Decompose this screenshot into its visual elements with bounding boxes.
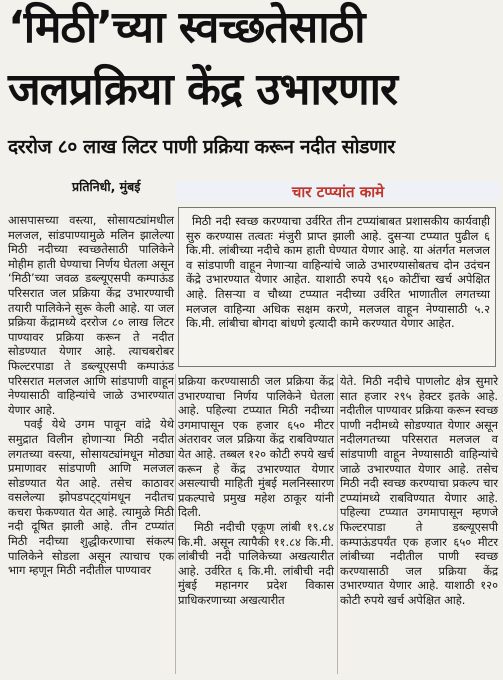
right-column: [340, 374, 498, 608]
column-divider: [337, 374, 338, 674]
column-divider: [175, 374, 176, 674]
info-box-text: मिठी नदी स्वच्छ करण्याचा उर्वरित तीन टप्प्यांबाबत प्रशासकीय कार्यवाही सुरु करण्यास तत्वतः मंजुरी प्राप्त झाली आहे. दुसऱ्या टप्प्यात पुढील ६ कि.मी. लांबीच्या नदीचे काम हाती घेण्यात येणार आहे. या अंतर्गत मलजल व सांडपाणी वाहून नेणाऱ्या वाहिन्यांचे जाळे उभारण्यासोबतच दोन उदंचन केंद्रे उभारण्यात येणार आहेत. याशाठी रुपये ९६० कोटींचा खर्च अपेक्षित आहे. तिसऱ्या व चौथ्या टप्प्यात नदीच्या उर्वरित भाणातील लगतच्या मलजल वाहिन्या अधिक सक्षम करणे, मलजल वाहून नेण्यासाठी ५.२ कि.मी. लांबीचा बोगदा बांधणे इत्यादी कामे करण्यात येणार आहेत.: [186, 214, 490, 331]
byline: प्रतिनिधी, मुंबई: [72, 179, 141, 194]
left-column-paragraph-1: आसपासच्या वस्त्या, सोसायट्यांमधील मलजल, सांडपाण्यामुळे मलिन झालेल्या मिठी नदीच्या स्वच्छतेसाठी पालिकेने मोहीम हाती घेण्याचा निर्णय घेतला असून ‘मिठी’च्या जवळ डब्ल्यूएसपी कम्पाऊंड परिसरात जल प्रक्रिया केंद्र उभारण्याची तयारी पालिकेने सुरू केली आहे. या जल प्रक्रिया केंद्रामध्ये दररोज ८० लाख लिटर पाण्यावर प्रक्रिया करून ते नदीत सोडण्यात येणार आहे. त्याचबरोबर फिल्टरपाडा ते डब्ल्यूएसपी कम्पाऊंड परिसरात मलजल आणि सांडपाणी वाहून नेण्यासाठी वाहिन्यांचे जाळे उभारण्यात येणार आहे.: [8, 213, 174, 417]
middle-column-paragraph-2: मिठी नदीची एकूण लांबी १९.८४ कि.मी. असून त्यापैकी ११.८४ कि.मी. लांबीची नदी पालिकेच्या अखत्यारीत आहे. उर्वरित ६ कि.मी. लांबीची नदी मुंबई महानगर प्रदेश विकास प्राधिकरणाच्या अखत्यारीत: [178, 519, 334, 607]
middle-column: [178, 374, 334, 608]
right-column-paragraph-1: येते. मिठी नदीचे पाणलोट क्षेत्र सुमारे सात हजार २९५ हेक्टर इतके आहे. नदीतील पाण्यावर प्रक्रिया करून स्वच्छ पाणी नदीमध्ये सोडण्यात येणार असून नदीलगतच्या परिसरात मलजल व सांडपाणी वाहून नेण्यासाठी वाहिन्यांचे जाळे उभारण्यात येणार आहे. तसेच मिठी नदी स्वच्छ करण्याचा प्रकल्प चार टप्प्यांमध्ये राबविण्यात येणार आहे. पहिल्या टप्प्यात उगमापासून म्हणजे फिल्टरपाडा ते डब्ल्यूएसपी कम्पाऊंडपर्यंत एक हजार ६५० मीटर लांबीच्या नदीतील पाणी स्वच्छ करण्यासाठी जल प्रक्रिया केंद्र उभारण्यात येणार आहे. याशाठी १२० कोटी रुपये खर्च अपेक्षित आहे.: [340, 374, 498, 607]
left-column-paragraph-2: पवई येथे उगम पावून वांद्रे येथे समुद्रात विलीन होणाऱ्या मिठी नदीत लगतच्या वस्त्या, सोसायट्यांमधून मोठ्या प्रमाणावर सांडपाणी आणि मलजल सोडण्यात येत आहे. तसेच काठावर वसलेल्या झोपडपट्ट्यांमधून नदीतच कचरा फेकण्यात येत आहे. त्यामुळे मिठी नदी दूषित झाली आहे. तीन टप्प्यांत मिठी नदीच्या शुद्धीकरणाचा संकल्प पालिकेने सोडला असून त्याचाच एक भाग म्हणून मिठी नदीतील पाण्यावर: [8, 417, 174, 578]
headline-line-2: जलप्रक्रिया केंद्र उभारणार: [8, 64, 398, 115]
headline-line-1: ‘मिठी’च्या स्वच्छतेसाठी: [8, 2, 365, 53]
subheadline: दररोज ८० लाख लिटर पाणी प्रक्रिया करून नदीत सोडणार: [8, 136, 395, 158]
left-column: [8, 213, 174, 578]
box-title: चार टप्प्यांत कामे: [291, 183, 385, 201]
middle-column-paragraph-1: प्रक्रिया करण्यासाठी जल प्रक्रिया केंद्र उभारण्याचा निर्णय पालिकेने घेतला आहे. पहिल्या टप्प्यात मिठी नदीच्या उगमापासून एक हजार ६५० मीटर अंतरावर जल प्रक्रिया केंद्र राबविण्यात येत आहे. तब्बल १२० कोटी रुपये खर्च करून हे केंद्र उभारण्यात येणार असल्याची माहिती मुंबई मलनिस्सारण प्रकल्पाचे प्रमुख महेश ठाकूर यांनी दिली.: [178, 374, 334, 520]
